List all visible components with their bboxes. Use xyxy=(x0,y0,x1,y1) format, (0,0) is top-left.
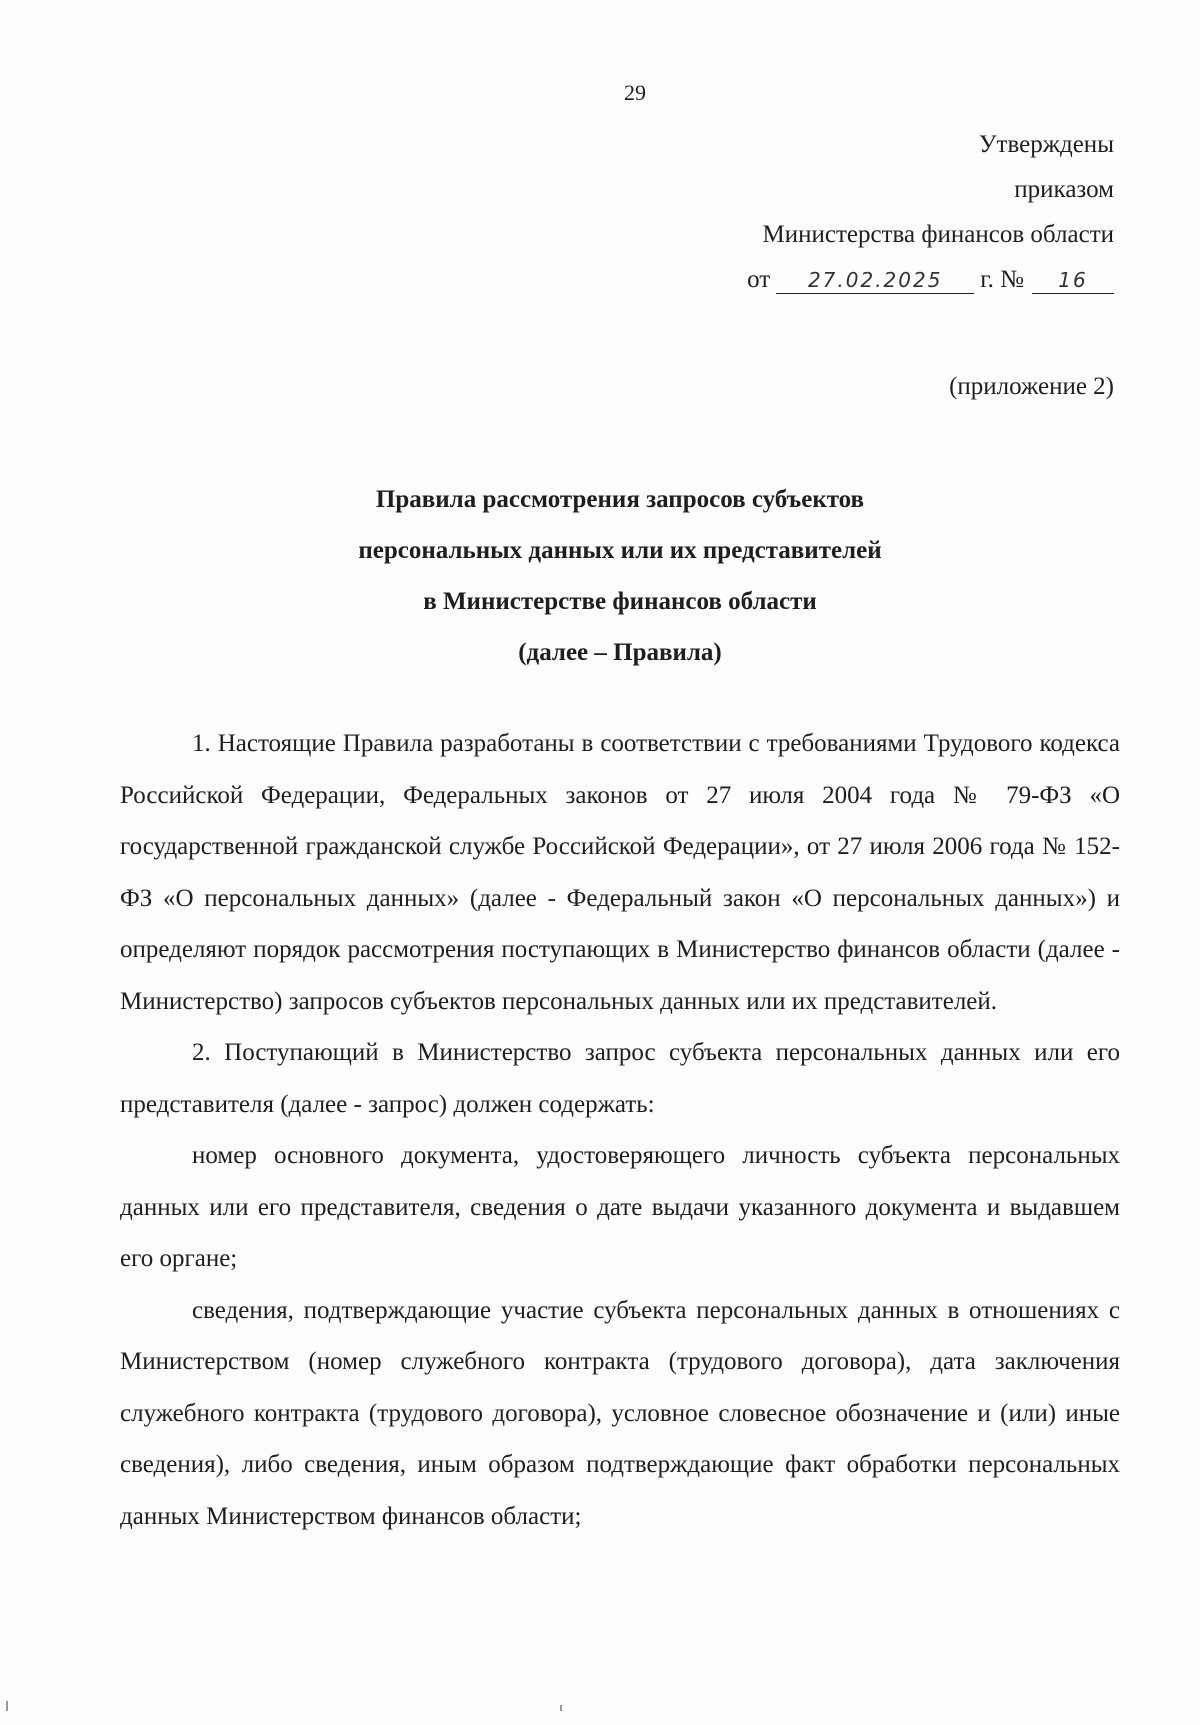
scan-edge-mark xyxy=(560,1705,562,1711)
paragraph-1: 1. Настоящие Правила разработаны в соответствии с требованиями Трудового кодекса Российской Федерации, Федеральных законов от 27 июля 2004 года № 79-ФЗ «О государственной гражданской службе Российской Федерации», от 27 июля 2006 года № 152-ФЗ «О персональных данных» (далее - Федеральный закон «О персональных данных») и определяют порядок рассмотрения поступающих в Министерство финансов области (далее - Министерство) запросов субъектов персональных данных или их представителей. xyxy=(120,730,1120,1015)
handwritten-order-number: 16 xyxy=(1032,267,1114,294)
year-number-label: г. № xyxy=(980,266,1024,293)
document-body xyxy=(120,718,1120,1542)
document-title xyxy=(0,474,1200,678)
approval-line-order: приказом xyxy=(1014,176,1114,203)
scan-edge-mark xyxy=(6,1701,8,1711)
handwritten-date: 27.02.2025 xyxy=(776,267,974,294)
title-line-1: Правила рассмотрения запросов субъектов xyxy=(375,486,865,513)
title-line-3: в Министерстве финансов области xyxy=(423,588,817,615)
paragraph-4: сведения, подтверждающие участие субъекта персональных данных в отношениях с Министерством (номер служебного контракта (трудового договора), дата заключения служебного контракта (трудового договора), условное словесное обозначение и (или) иные сведения), либо сведения, иным образом подтверждающие факт обработки персональных данных Министерством финансов области; xyxy=(120,1296,1120,1530)
paragraph-3: номер основного документа, удостоверяющего личность субъекта персональных данных или его представителя, сведения о дате выдачи указанного документа и выдавшем его органе; xyxy=(120,1142,1120,1272)
approval-line-approved: Утверждены xyxy=(978,131,1114,158)
approval-line-ministry: Министерства финансов области xyxy=(762,221,1114,248)
paragraph-2: 2. Поступающий в Министерство запрос субъекта персональных данных или его представителя (далее - запрос) должен содержать: xyxy=(120,1039,1120,1118)
title-line-4: (далее – Правила) xyxy=(518,639,722,666)
appendix-label: (приложение 2) xyxy=(949,373,1114,400)
title-line-2: персональных данных или их представителей xyxy=(358,537,882,564)
approval-block xyxy=(747,122,1114,302)
date-prefix: от xyxy=(747,266,771,293)
approval-date-line xyxy=(747,257,1114,302)
page-number: 29 xyxy=(624,80,646,105)
